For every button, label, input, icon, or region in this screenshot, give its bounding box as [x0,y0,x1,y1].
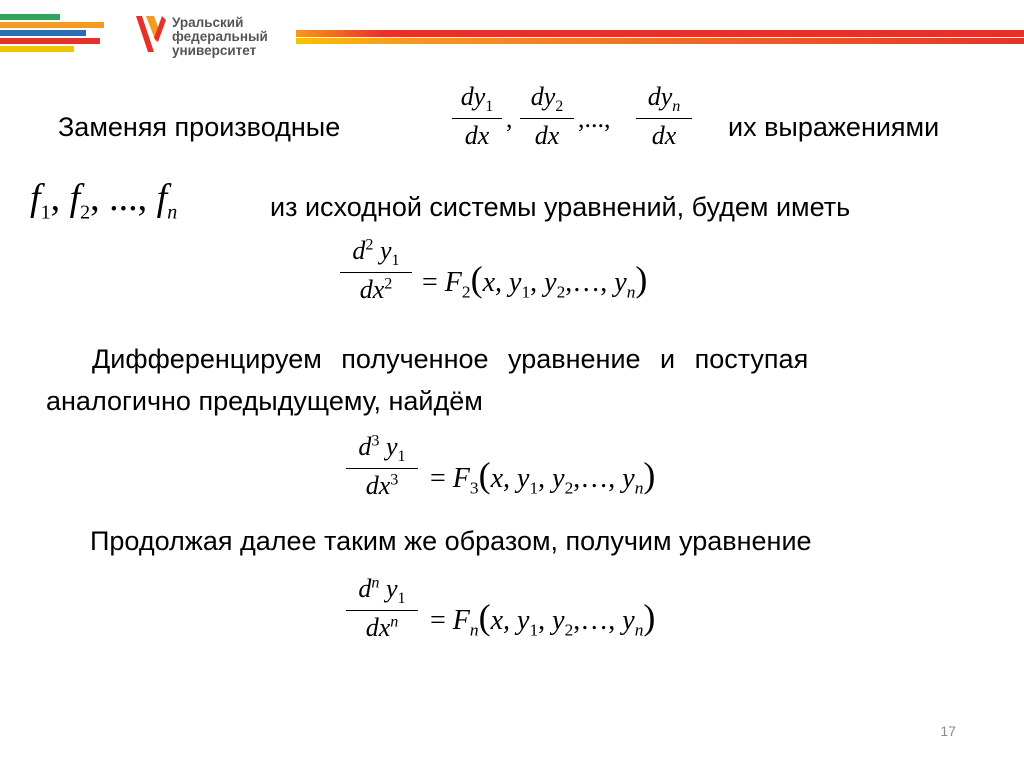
slide-header [0,0,1024,64]
derivs-separator-2: ,..., [578,104,611,133]
equation-3-rhs: = $F_3(x$, $y_1$, $y_2,\dots$, $y_n$) [430,455,656,498]
header-stripe-red-right [296,30,1024,37]
header-stripe-yellow [0,46,74,52]
header-stripe-yellow-right [296,38,1024,44]
equation-2-rhs: = $F_2(x$, $y_1$, $y_2,\dots$, $y_n$) [422,259,648,302]
header-stripe-orange [0,22,104,28]
fraction-d2y1-dx2: $d^2$ $y_1$ $dx^2$ [340,236,412,305]
paragraph-2: из исходной системы уравнений, будем иметь [270,192,851,222]
page-number: 17 [940,723,956,739]
fraction-dny1-dxn: $d^n$ $y_1$ $dx^n$ [346,574,418,643]
paragraph-1-right: их выражениями [728,112,940,142]
header-stripe-green-2 [20,14,60,20]
fraction-dy2-dx: $dy_2$ dx [520,82,574,151]
paragraph-4: Продолжая далее таким же образом, получим уравнение [90,526,812,556]
header-stripe-red-left [0,38,100,44]
derivs-separator-1: , [506,104,513,133]
logo-line-3: университет [172,43,257,58]
equation-n-rhs: = $F_n(x$, $y_1$, $y_2,\dots$, $y_n$) [430,597,656,640]
header-stripe-blue [0,30,86,36]
logo-line-2: федеральный [172,29,268,44]
paragraph-3-line-1: Дифференцируем полученное уравнение и поступая [92,344,809,374]
university-logo-icon [134,12,168,58]
fraction-d3y1-dx3: $d^3$ $y_1$ $dx^3$ [346,432,418,501]
fraction-dyn-dx: $dy_n$ dx [636,82,692,151]
logo-line-1: Уральский [172,15,244,30]
paragraph-3-line-2: аналогично предыдущему, найдём [46,386,483,416]
functions-list: $f_1$, $f_2$, ..., $f_n$ [30,177,178,224]
paragraph-1-left: Заменяя производные [58,112,341,142]
fraction-dy1-dx: $dy_1$ dx [452,82,502,151]
